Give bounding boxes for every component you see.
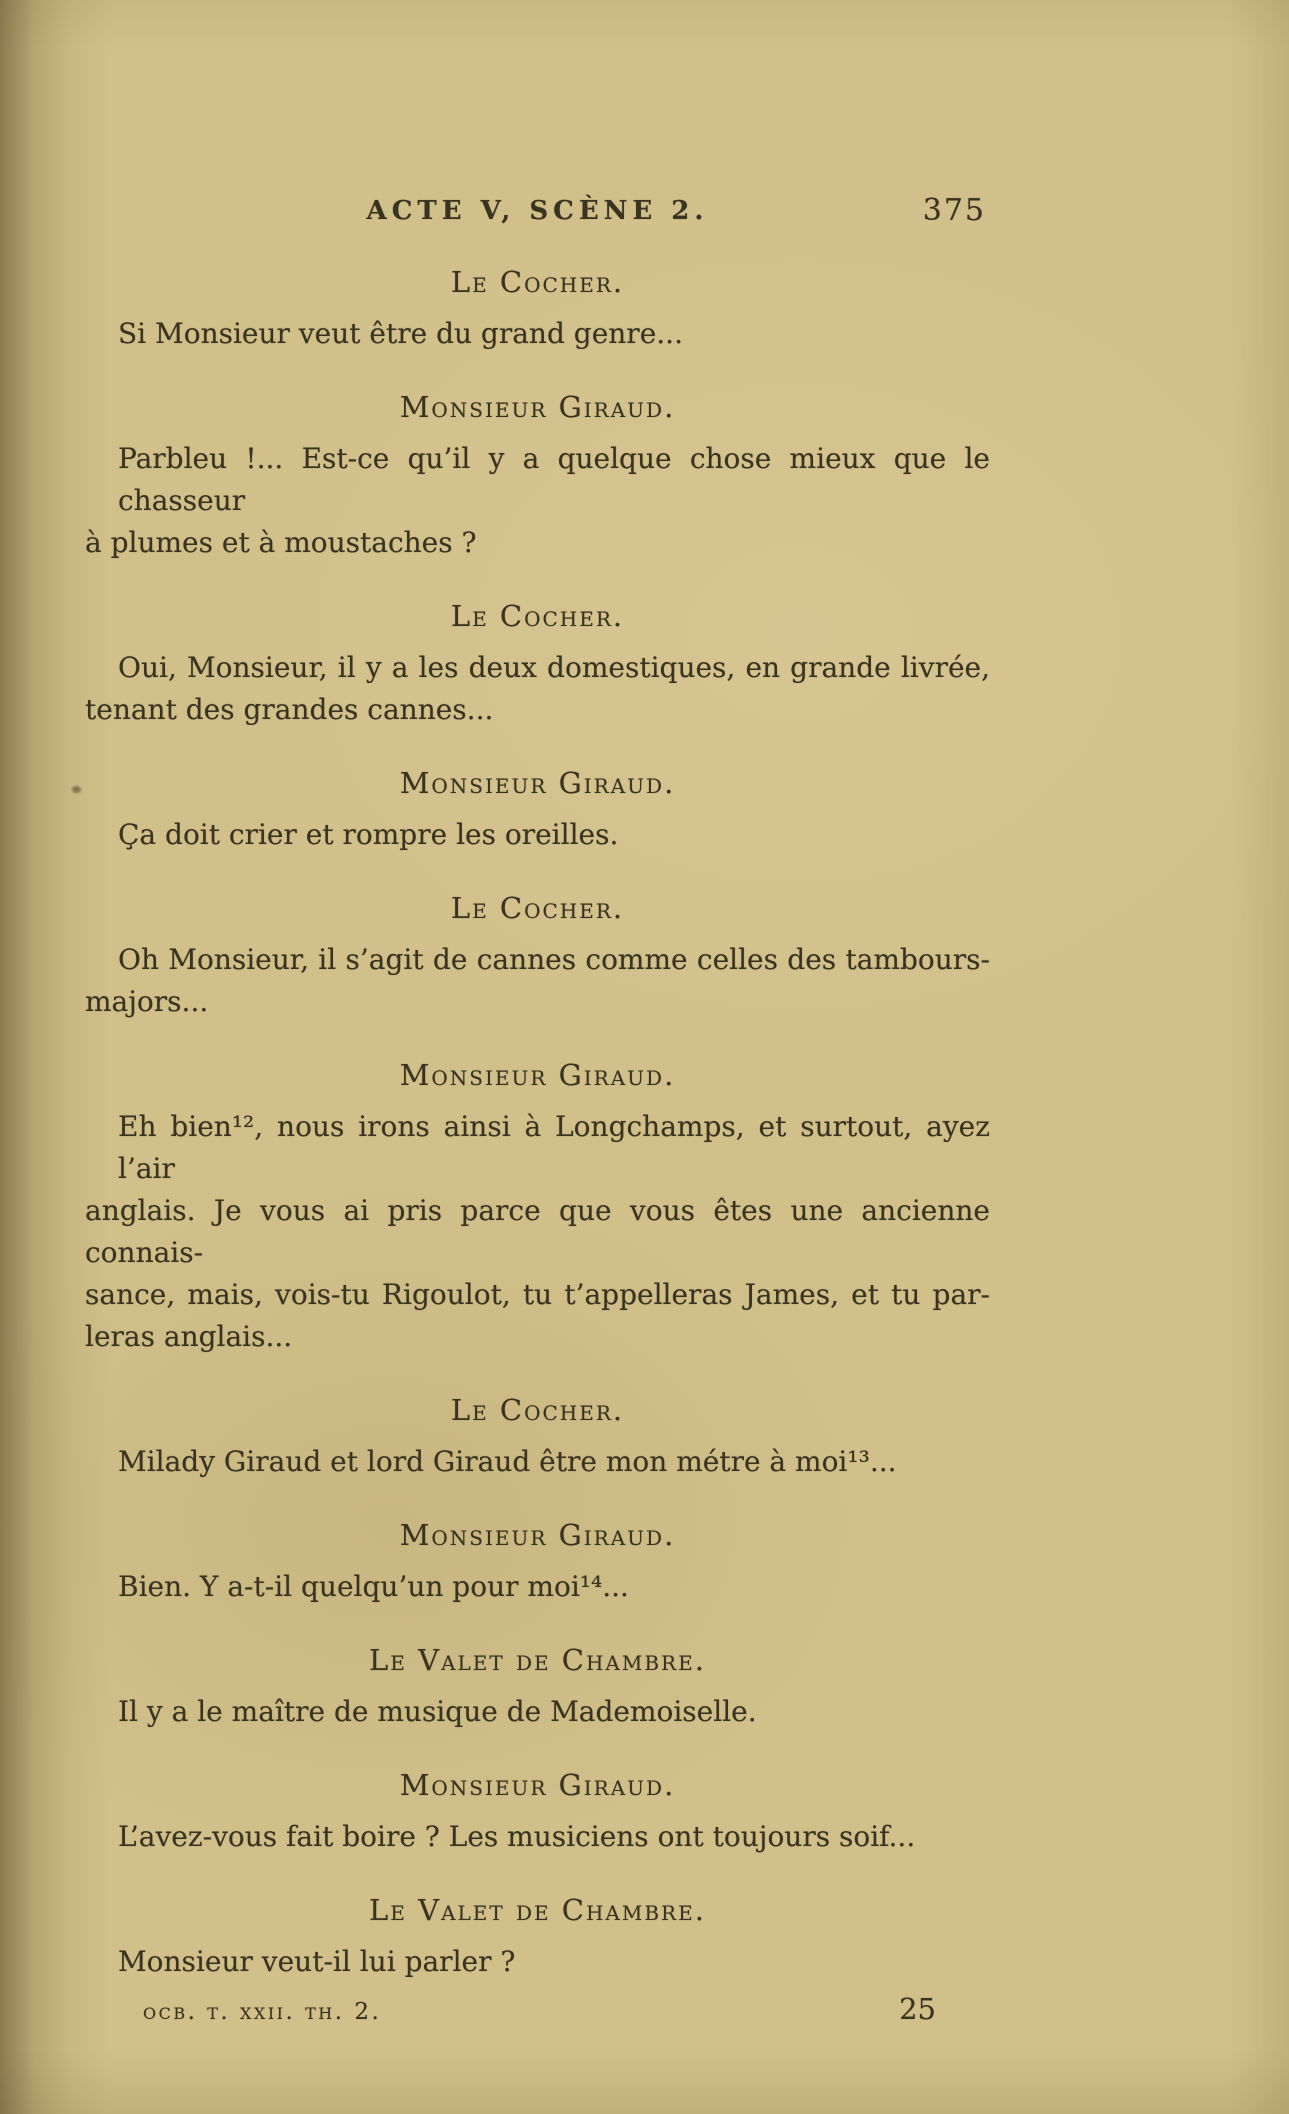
- printer-signature: ocb. t. xxii. th. 2.: [143, 1999, 382, 2025]
- text-line: Bien. Y a-t-il quelqu’un pour moi¹⁴...: [118, 1570, 629, 1603]
- speaker-heading: Monsieur Giraud.: [399, 766, 676, 800]
- text-line: sance, mais, vois-tu Rigoulot, tu t’appelleras James, et tu par-: [85, 1278, 990, 1311]
- text-line: Eh bien¹², nous irons ainsi à Longchamps, et surtout, ayez l’air: [118, 1110, 990, 1185]
- text-line: Milady Giraud et lord Giraud être mon métre à moi¹³...: [118, 1445, 897, 1478]
- text-line: Si Monsieur veut être du grand genre...: [118, 317, 683, 350]
- speaker-heading: Le Cocher.: [450, 265, 625, 299]
- dialogue-paragraph: [85, 1941, 990, 1983]
- text-line: leras anglais...: [85, 1320, 293, 1353]
- dialogue-paragraph: [85, 438, 990, 564]
- dialogue-paragraph: [85, 1816, 990, 1858]
- dialogue-paragraph: [85, 939, 990, 1023]
- sheet-number: 25: [899, 1992, 936, 2026]
- text-line: tenant des grandes cannes...: [85, 693, 494, 726]
- text-line: Ça doit crier et rompre les oreilles.: [118, 818, 619, 851]
- running-head: [85, 192, 990, 230]
- text-line: anglais. Je vous ai pris parce que vous êtes une ancienne connais-: [85, 1194, 990, 1269]
- text-line: à plumes et à moustaches ?: [85, 526, 477, 559]
- speaker-heading: Le Valet de Chambre.: [369, 1893, 706, 1927]
- text-line: L’avez-vous fait boire ? Les musiciens ont toujours soif...: [118, 1820, 916, 1853]
- speaker-heading: Monsieur Giraud.: [399, 390, 676, 424]
- dialogue-paragraph: [85, 1566, 990, 1608]
- dialogue-paragraph: [85, 1441, 990, 1483]
- dialogue-paragraph: [85, 1106, 990, 1358]
- speaker-heading: Le Cocher.: [450, 891, 625, 925]
- speaker-heading: Monsieur Giraud.: [399, 1768, 676, 1802]
- dialogue-paragraph: [85, 647, 990, 731]
- speaker-heading: Le Valet de Chambre.: [369, 1643, 706, 1677]
- speaker-heading: Monsieur Giraud.: [399, 1518, 676, 1552]
- chapter-title: ACTE V, SCÈNE 2.: [366, 196, 709, 226]
- speaker-heading: Le Cocher.: [450, 599, 625, 633]
- text-line: Oui, Monsieur, il y a les deux domestiques, en grande livrée,: [118, 651, 990, 684]
- dialogue-paragraph: [85, 814, 990, 856]
- text-line: Parbleu !... Est-ce qu’il y a quelque chose mieux que le chasseur: [118, 442, 990, 517]
- ink-speck: [72, 786, 81, 793]
- text-line: Monsieur veut-il lui parler ?: [118, 1945, 516, 1978]
- speaker-heading: Monsieur Giraud.: [399, 1058, 676, 1092]
- dialogue-paragraph: [85, 313, 990, 355]
- dialogue-paragraph: [85, 1691, 990, 1733]
- footer: [85, 1992, 990, 2026]
- text-line: Il y a le maître de musique de Mademoiselle.: [118, 1695, 757, 1728]
- dialogue: [85, 263, 990, 1983]
- text-column: [85, 0, 990, 2026]
- page-number: 375: [922, 193, 986, 228]
- text-line: majors...: [85, 985, 209, 1018]
- speaker-heading: Le Cocher.: [450, 1393, 625, 1427]
- text-line: Oh Monsieur, il s’agit de cannes comme celles des tambours-: [118, 943, 990, 976]
